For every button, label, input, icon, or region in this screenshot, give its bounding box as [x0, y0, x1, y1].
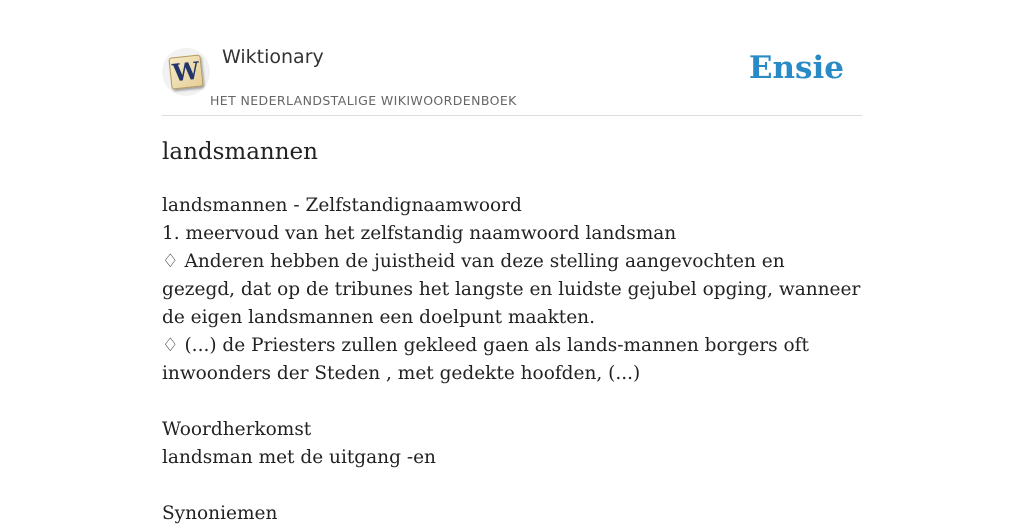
ensie-brand-logo[interactable]: Ensie	[748, 50, 844, 86]
wiktionary-logo-icon[interactable]	[162, 48, 210, 96]
page	[162, 0, 862, 524]
synonyms-heading: Synoniemen	[162, 503, 278, 524]
example-2: ♢ (...) de Priesters zullen gekleed gaen als lands-mannen borgers oft inwoonders der Steden , met gedekte hoofden, (...)	[162, 335, 809, 384]
site-tagline: HET NEDERLANDSTALIGE WIKIWOORDENBOEK	[210, 93, 517, 108]
logo-tile: W	[168, 54, 203, 89]
etymology-text: landsman met de uitgang -en	[162, 447, 436, 468]
page-title: landsmannen	[162, 139, 318, 165]
etymology-heading: Woordherkomst	[162, 419, 312, 440]
entry-content	[162, 192, 862, 528]
site-header	[162, 0, 862, 116]
site-title[interactable]: Wiktionary	[222, 46, 324, 68]
example-1: ♢ Anderen hebben de juistheid van deze stelling aangevochten en gezegd, dat op de tribunes het langste en luidste gejubel opging, wanneer de eigen landsmannen een doelpunt maakten.	[162, 251, 861, 328]
spacer	[162, 388, 862, 416]
sense-1: 1. meervoud van het zelfstandig naamwoord landsman	[162, 223, 677, 244]
definition-header: landsmannen - Zelfstandignaamwoord	[162, 195, 522, 216]
spacer	[162, 472, 862, 500]
